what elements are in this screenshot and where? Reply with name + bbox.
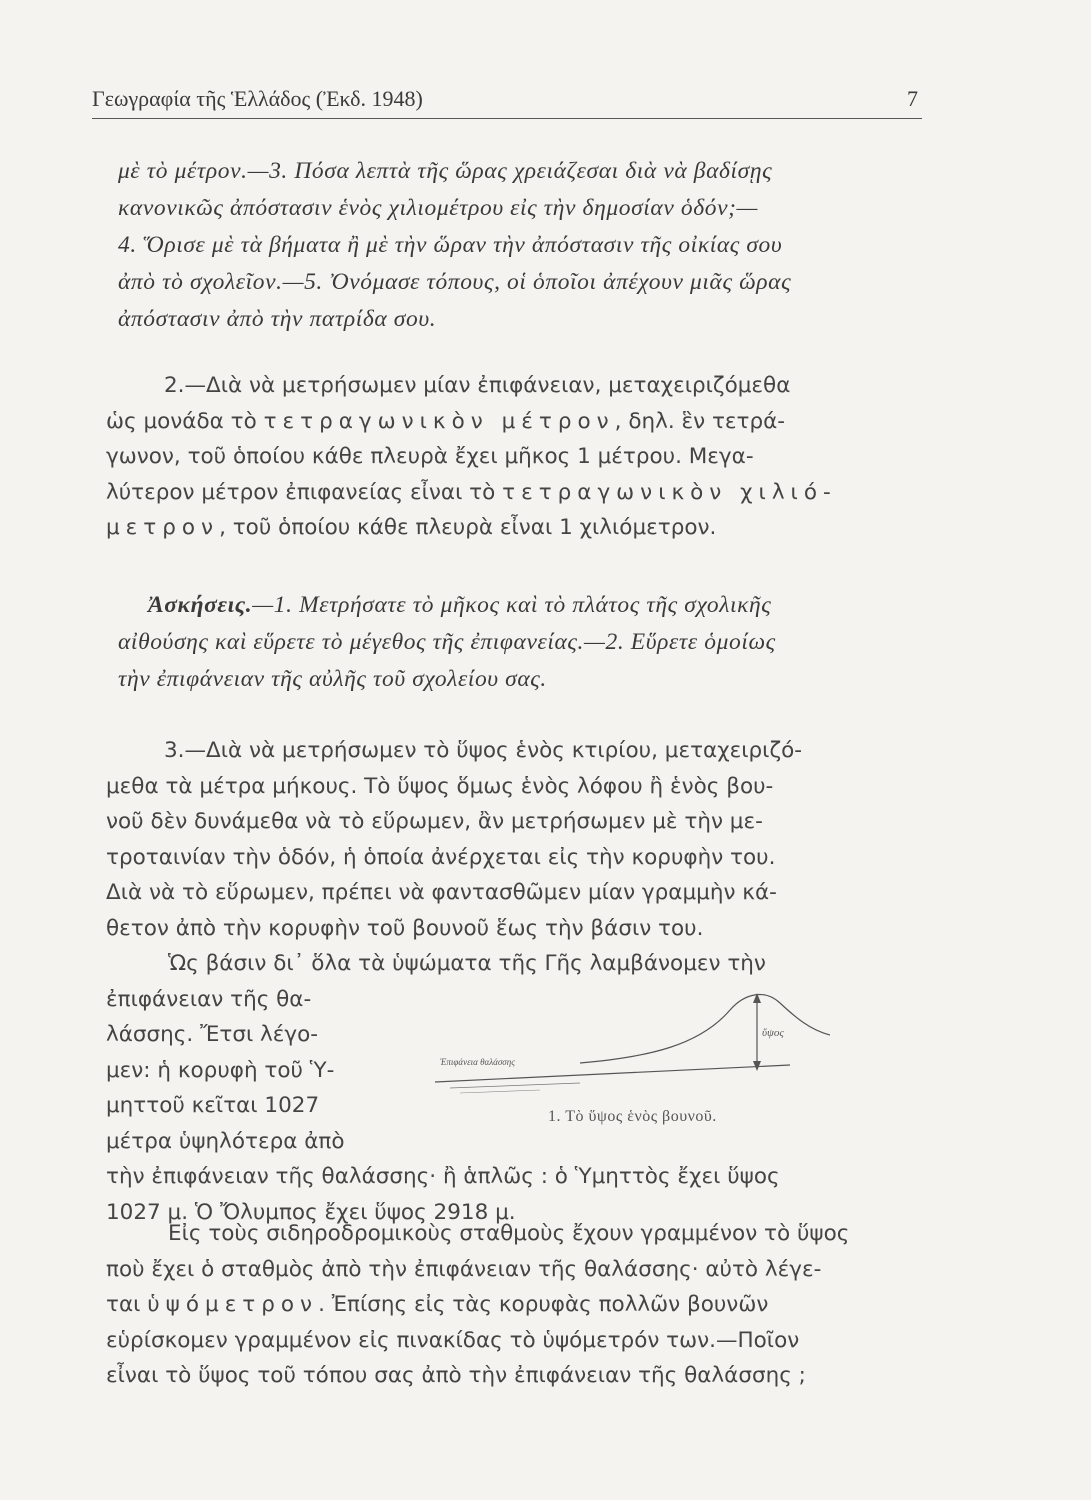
exercise-line: τὴν ἐπιφάνειαν τῆς αὐλῆς τοῦ σχολείου σας. <box>118 666 547 692</box>
paragraph-line: νοῦ δὲν δυνάμεθα νὰ τὸ εὕρωμεν, ἂν μετρήσωμεν μὲ τὴν με- <box>106 809 763 834</box>
paragraph-line: μέτρα ὑψηλότερα ἀπὸ <box>106 1128 345 1154</box>
paragraph-line: μεθα τὰ μέτρα μήκους. Τὸ ὕψος ὅμως ἑνὸς λόφου ἢ ἑνὸς βου- <box>106 773 774 799</box>
paragraph-line: ποὺ ἔχει ὁ σταθμὸς ἀπὸ τὴν ἐπιφάνειαν τῆς θαλάσσης· αὐτὸ λέγε- <box>106 1256 822 1282</box>
paragraph-line: Διὰ νὰ τὸ εὕρωμεν, πρέπει νὰ φαντασθῶμεν μίαν γραμμὴν κά- <box>106 880 777 905</box>
text-run: λύτερον μέτρον ἐπιφανείας εἶναι τὸ <box>106 479 503 505</box>
text-run: . Ἐπίσης εἰς τὰς κορυφὰς πολλῶν βουνῶν <box>318 1292 769 1317</box>
text-run: , τοῦ ὁποίου κάθε πλευρὰ εἶναι 1 χιλιόμετρον. <box>219 515 717 540</box>
mountain-profile <box>580 995 830 1063</box>
paragraph-line: 1027 μ. Ὁ Ὄλυμπος ἔχει ὕψος 2918 μ. <box>106 1199 516 1225</box>
questions-block <box>118 153 938 338</box>
emphasized-term: ὑψόμετρον <box>147 1292 319 1317</box>
question-line: κανονικῶς ἀπόστασιν ἑνὸς χιλιομέτρου εἰς τὴν δημοσίαν ὁδόν;— <box>118 195 759 221</box>
text-run: ται <box>106 1292 148 1317</box>
exercises-heading: Ἀσκήσεις. <box>148 592 253 618</box>
emphasized-term: τετραγωνικὸν μέτρον <box>263 408 615 434</box>
paragraph-line <box>106 510 936 546</box>
exercises-block <box>118 587 938 698</box>
page-number: 7 <box>907 86 918 111</box>
paragraph-line: τὴν ἐπιφάνειαν τῆς θαλάσσης· ἢ ἁπλῶς : ὁ Ὑμηττὸς ἔχει ὕψος <box>106 1164 780 1189</box>
paragraph-line: θετον ἀπὸ τὴν κορυφὴν τοῦ βουνοῦ ἕως τὴν βάσιν του. <box>106 915 704 941</box>
paragraph-line: μηττοῦ κεῖται 1027 <box>106 1093 320 1118</box>
section-2-paragraph <box>106 368 936 546</box>
section-3-paragraph <box>106 733 936 1230</box>
question-line: ἀπόστασιν ἀπὸ τὴν πατρίδα σου. <box>118 306 437 332</box>
sea-shading-line <box>450 1083 580 1088</box>
paragraph-line <box>106 1287 936 1323</box>
question-line: ἀπὸ τὸ σχολεῖον.—5. Ὀνόμασε τόπους, οἱ ὁποῖοι ἀπέχουν μιᾶς ὥρας <box>118 269 792 295</box>
paragraph-line: Εἰς τοὺς σιδηροδρομικοὺς σταθμοὺς ἔχουν γραμμένον τὸ ὕψος <box>168 1221 850 1246</box>
paragraph-line: εἶναι τὸ ὕψος τοῦ τόπου σας ἀπὸ τὴν ἐπιφάνειαν τῆς θαλάσσης ; <box>106 1363 806 1388</box>
text-run: , δηλ. ἓν τετρά- <box>614 408 786 434</box>
height-label: ὕψος <box>762 1027 784 1039</box>
header-title: Γεωγραφία τῆς Ἑλλάδος (Ἐκδ. 1948) <box>92 86 423 111</box>
sea-level-line <box>435 1065 790 1082</box>
question-line: μὲ τὸ μέτρον.—3. Πόσα λεπτὰ τῆς ὥρας χρειάζεσαι διὰ νὰ βαδίσῃς <box>118 158 773 184</box>
paragraph-line: εὑρίσκομεν γραμμένον εἰς πινακίδας τὸ ὑψόμετρόν των.—Ποῖον <box>106 1327 800 1353</box>
emphasized-term: μετρον <box>106 515 220 540</box>
emphasized-term: τετραγωνικὸν χιλιό- <box>502 479 837 505</box>
paragraph-line <box>106 404 936 440</box>
closing-paragraph <box>106 1216 936 1394</box>
paragraph-line: τροταινίαν τὴν ὁδόν, ἡ ὁποία ἀνέρχεται εἰς τὴν κορυφὴν του. <box>106 844 776 870</box>
paragraph-line: Ὡς βάσιν δι᾽ ὅλα τὰ ὑψώματα τῆς Γῆς λαμβάνομεν τὴν <box>168 951 766 976</box>
paragraph-line: ἐπιφάνειαν τῆς θα- <box>106 986 312 1012</box>
paragraph-line: 2.—Διὰ νὰ μετρήσωμεν μίαν ἐπιφάνειαν, μεταχειριζόμεθα <box>164 373 791 398</box>
running-header <box>92 86 922 119</box>
exercise-line: αἰθούσης καὶ εὕρετε τὸ μέγεθος τῆς ἐπιφανείας.—2. Εὕρετε ὁμοίως <box>118 629 776 655</box>
figure-caption: 1. Τὸ ὕψος ἑνὸς βουνοῦ. <box>548 1108 717 1125</box>
text-run: —1. Μετρήσατε τὸ μῆκος καὶ τὸ πλάτος τῆς σχολικῆς <box>252 592 772 618</box>
paragraph-line: λάσσης. Ἔτσι λέγο- <box>106 1022 319 1047</box>
paragraph-line: μεν: ἡ κορυφὴ τοῦ Ὑ- <box>106 1057 335 1083</box>
sea-shading-line <box>460 1090 540 1093</box>
paragraph-line: γωνον, τοῦ ὁποίου κάθε πλευρὰ ἔχει μῆκος 1 μέτρου. Μεγα- <box>106 444 754 469</box>
paragraph-line <box>106 475 936 511</box>
sea-surface-label: Ἐπιφάνεια θαλάσσης <box>440 1057 515 1067</box>
exercise-line <box>118 587 938 624</box>
question-line: 4. Ὅρισε μὲ τὰ βήματα ἢ μὲ τὴν ὥραν τὴν ἀπόστασιν τῆς οἰκίας σου <box>118 232 783 258</box>
text-run: ὡς μονάδα τὸ <box>106 408 264 434</box>
paragraph-line: 3.—Διὰ νὰ μετρήσωμεν τὸ ὕψος ἑνὸς κτιρίου, μεταχειριζό- <box>164 738 803 763</box>
